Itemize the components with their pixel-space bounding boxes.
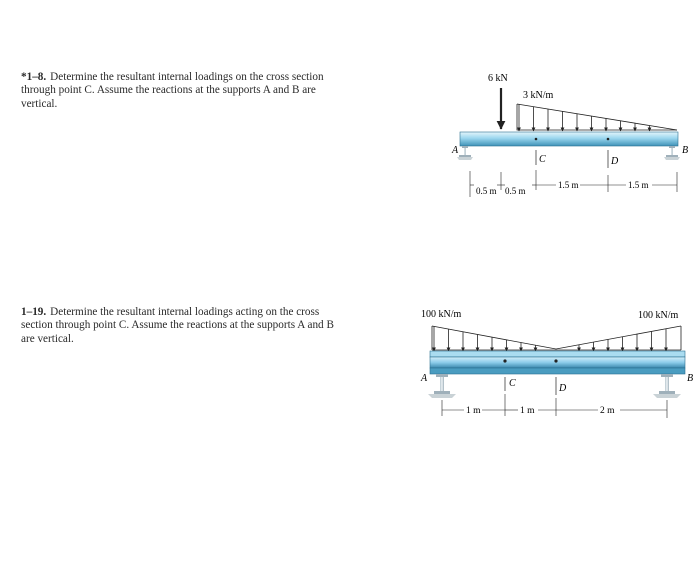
problem-number: 1–19. xyxy=(21,306,47,318)
dim-label-1: 1 m xyxy=(466,406,481,416)
dim-label-2: 1 m xyxy=(520,406,535,416)
support-b xyxy=(664,146,680,160)
beam xyxy=(460,132,678,146)
label-a: A xyxy=(452,145,459,156)
beam-bottom-flange xyxy=(430,368,685,374)
support-b xyxy=(653,374,681,398)
label-b: B xyxy=(687,373,694,384)
beam-top-flange xyxy=(430,351,685,357)
point-d-dot xyxy=(554,359,557,362)
label-a: A xyxy=(421,373,428,384)
figure-1-8 xyxy=(451,73,688,197)
label-d: D xyxy=(559,383,567,394)
problem-statement: Determine the resultant internal loadings on the cross section through point C. Assume the reactions at the supports A and B are vertical. xyxy=(21,71,324,110)
dim-label-4: 1.5 m xyxy=(628,180,649,190)
figure-1-19 xyxy=(420,309,693,418)
load-right-label: 100 kN/m xyxy=(638,310,679,321)
dim-label-1: 0.5 m xyxy=(476,186,497,196)
point-c-dot xyxy=(503,359,506,362)
beam-web xyxy=(430,357,685,368)
load-profile xyxy=(432,326,681,349)
support-a xyxy=(457,146,473,160)
point-d-dot xyxy=(607,138,610,141)
problem-number: *1–8. xyxy=(21,71,47,83)
load-left-label: 100 kN/m xyxy=(421,309,462,320)
label-d: D xyxy=(611,156,619,167)
dist-load-slope xyxy=(517,104,677,130)
point-c-dot xyxy=(535,138,538,141)
problem-statement: Determine the resultant internal loadings acting on the cross section through point C. Assume the reactions at the supports A and B are vertical. xyxy=(21,306,334,345)
dim-label-2: 0.5 m xyxy=(505,186,526,196)
label-c: C xyxy=(509,378,516,389)
dist-load-label: 3 kN/m xyxy=(523,90,554,101)
dim-label-3: 2 m xyxy=(600,406,615,416)
dist-load-arrows xyxy=(434,326,666,351)
dim-label-3: 1.5 m xyxy=(558,180,579,190)
dist-load-arrows xyxy=(519,104,650,131)
label-b: B xyxy=(682,145,689,156)
point-load-label: 6 kN xyxy=(488,73,508,84)
support-a xyxy=(428,374,456,398)
label-c: C xyxy=(539,154,546,165)
